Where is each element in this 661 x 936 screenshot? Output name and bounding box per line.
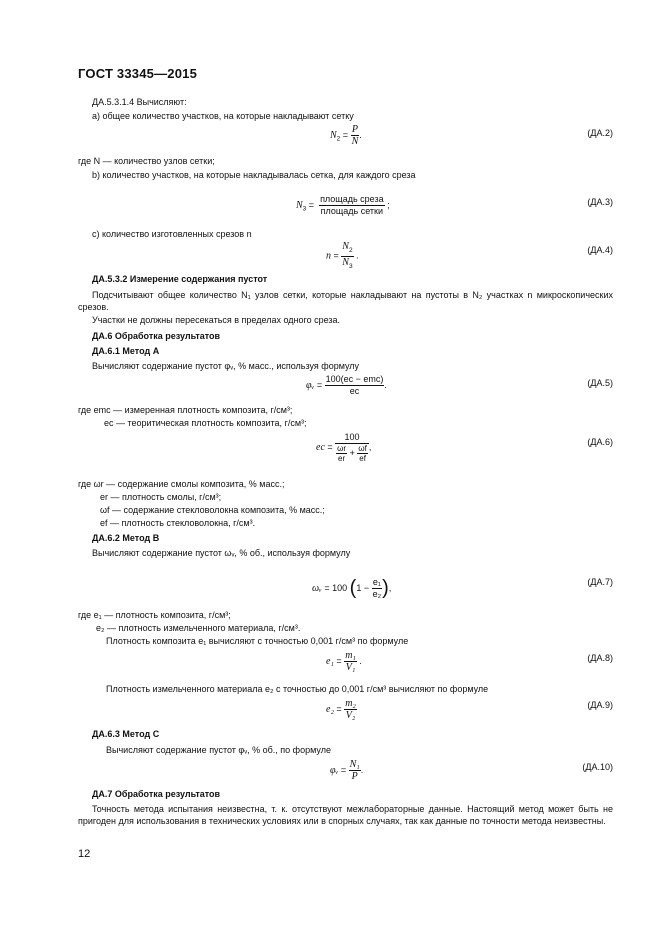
clause-5-3-2-title: ДА.5.3.2 Измерение содержания пустот: [92, 274, 268, 284]
eq4-num-sub: 2: [348, 246, 353, 254]
eq5-lhs: φᵥ: [306, 379, 315, 391]
eq7-num: e₁: [372, 577, 381, 587]
eq3-fraction: [319, 194, 385, 217]
clause-6-2-title: ДА.6.2 Метод В: [92, 533, 160, 543]
eq2-num: P: [351, 124, 358, 135]
eq-number-da3: (ДА.3): [587, 197, 613, 207]
paragraph-e2: Плотность измельченного материала e₂ с точностью до 0,001 г/см³ вычисляют по формуле: [106, 684, 489, 694]
where-wf: ωf — содержание стекловолокна композита, % масс.;: [100, 505, 325, 515]
item-a: а) общее количество участков, на которые накладывают сетку: [92, 111, 354, 121]
clause-6-3-title: ДА.6.3 Метод С: [92, 729, 160, 739]
eq-number-da4: (ДА.4): [587, 245, 613, 255]
eq6-t1-num: ωr: [337, 444, 347, 453]
section-7-title: ДА.7 Обработка результатов: [92, 789, 221, 799]
eq6-lhs: eс: [316, 441, 325, 453]
eq6-t2-num: ωf: [358, 444, 367, 453]
eq6-t2-den: ef: [359, 454, 366, 463]
eq3-den: площадь сетки: [320, 206, 384, 216]
eq-number-da8: (ДА.8): [587, 653, 613, 663]
where-e2: e₂ — плотность измельченного материала, г/см³.: [96, 623, 301, 633]
eq4-den-sub: 3: [348, 262, 353, 270]
eq6-term-1: [336, 444, 347, 463]
eq5-num: 100(eс − emc): [325, 374, 384, 384]
clause-6-1-intro: Вычисляют содержание пустот φᵥ, % масс., используя формулу: [92, 361, 360, 371]
eq7-den: e₂: [372, 589, 382, 599]
section-7-paragraph: Точность метода испытания неизвестна, т. к. отсутствуют межлабораторные данные. Настоящий метод может быть не пригоден для использования в технических условиях или в спорных случаях, так как данные по точности метода неизвестны.: [78, 804, 613, 826]
eq3-lhs-sub: 3: [302, 205, 307, 213]
equation-da5: φᵥ = $\frac{\text{100(eс − emc)}}{eс}$ .: [306, 374, 387, 396]
where-wr: где ωr — содержание смолы композита, % масс.;: [78, 479, 285, 489]
item-c: с) количество изготовленных срезов n: [92, 229, 252, 239]
clause-5-3-2-paragraph-1: Подсчитывают общее количество N₁ узлов сетки, которые накладывают на пустоты в N₂ участках n микроскопических срезов.: [78, 290, 613, 312]
eq3-num: площадь среза: [320, 194, 384, 204]
eq10-lhs: φᵥ: [330, 764, 339, 776]
equation-da10: φᵥ = $\frac{\text{N₁}}{P}$ .: [330, 759, 364, 782]
eq2-fraction: [351, 124, 360, 147]
eq4-den: N: [342, 256, 349, 268]
eq7-one: 1 −: [356, 582, 370, 593]
eq9-lhs: e₂: [326, 703, 334, 715]
clause-6-2-intro: Вычисляют содержание пустот ωᵥ, % об., используя формулу: [92, 548, 351, 558]
eq6-t1-den: er: [338, 454, 346, 463]
eq6-plus: +: [349, 447, 355, 458]
equation-da3: $N_3$ = $\frac{\text{площадь среза}}{\text{площадь сетки}}$ ;: [296, 194, 390, 216]
eq9-num: m₂: [345, 698, 356, 709]
equation-da6: eс = 100 $\frac{\omega r}{er}$ + $\frac{\omega f}{ef}$ ,: [316, 432, 372, 463]
where-emc: где emc — измеренная плотность композита, г/см³;: [78, 405, 293, 415]
where-er: er — плотность смолы, г/см³;: [100, 492, 222, 502]
page-title: ГОСТ 33345—2015: [78, 66, 197, 81]
eq5-fraction: [325, 374, 385, 397]
where-e1: где e₁ — плотность композита, г/см³;: [78, 610, 231, 620]
eq7-paren-open: (: [349, 577, 357, 599]
clause-6-1-title: ДА.6.1 Метод А: [92, 346, 160, 356]
eq5-den: eс: [349, 386, 360, 396]
equation-da4: n = $\frac{N_2}{N_3}$ .: [326, 241, 359, 270]
clause-6-3-intro: Вычисляют содержание пустот φᵥ, % об., по формуле: [106, 745, 331, 755]
page-number: 12: [78, 848, 91, 860]
equation-da2: $N_2$ = $\frac{P}{N}$ .: [330, 124, 362, 147]
eq3-lhs: N: [296, 199, 303, 211]
equation-da8: e₁ = $\frac{\text{m₁}}{\text{V₁}}$ .: [326, 650, 362, 673]
eq9-den: V₂: [345, 710, 356, 721]
eq10-fraction: [349, 759, 361, 782]
eq4-fraction: [341, 241, 353, 272]
eq7-lhs: ωᵥ: [312, 582, 322, 594]
eq8-lhs: e₁: [326, 655, 334, 667]
equation-da7: ωᵥ = 100 (1 − $\frac{\text{e₁}}{\text{e₂}}$ ),: [312, 577, 392, 599]
eq8-num: m₁: [345, 650, 356, 661]
eq8-fraction: [344, 650, 357, 673]
where-n: где N — количество узлов сетки;: [78, 156, 215, 166]
eq8-den: V₁: [345, 662, 356, 673]
eq-number-da10: (ДА.10): [582, 762, 613, 772]
item-b: b) количество участков, на которые накладывалась сетка, для каждого среза: [92, 170, 416, 180]
where-ec: eс — теоритическая плотность композита, г/см³;: [104, 418, 307, 428]
paragraph-e1: Плотность композита e₁ вычисляют с точностью 0,001 г/см³ по формуле: [106, 636, 409, 646]
eq-number-da6: (ДА.6): [587, 437, 613, 447]
eq6-num: 100: [335, 432, 369, 444]
eq2-den: N: [351, 136, 359, 147]
eq-number-da7: (ДА.7): [587, 577, 613, 587]
eq-number-da5: (ДА.5): [587, 378, 613, 388]
eq10-num: N₁: [349, 759, 360, 770]
eq4-lhs: n: [326, 250, 331, 262]
eq2-lhs-sub: 2: [336, 135, 341, 143]
eq7-factor: 100: [332, 582, 348, 593]
clause-5-3-2-paragraph-2: Участки не должны пересекаться в пределах одного среза.: [92, 315, 341, 325]
eq6-fraction: [335, 432, 369, 463]
eq4-num: N: [342, 241, 349, 252]
clause-5-3-1-4-title: ДА.5.3.1.4 Вычисляют:: [92, 97, 187, 107]
eq2-lhs: N: [330, 129, 337, 141]
eq9-fraction: [344, 698, 357, 721]
eq6-term-2: [357, 444, 367, 463]
eq7-paren-close: ): [382, 577, 389, 599]
section-6-title: ДА.6 Обработка результатов: [92, 331, 221, 341]
where-ef: ef — плотность стекловолокна, г/см³.: [100, 518, 256, 528]
eq-number-da2: (ДА.2): [587, 128, 613, 138]
eq10-den: P: [351, 771, 358, 782]
equation-da9: e₂ = $\frac{\text{m₂}}{\text{V₂}}$: [326, 698, 356, 721]
eq7-fraction: [372, 577, 383, 600]
eq-number-da9: (ДА.9): [587, 700, 613, 710]
